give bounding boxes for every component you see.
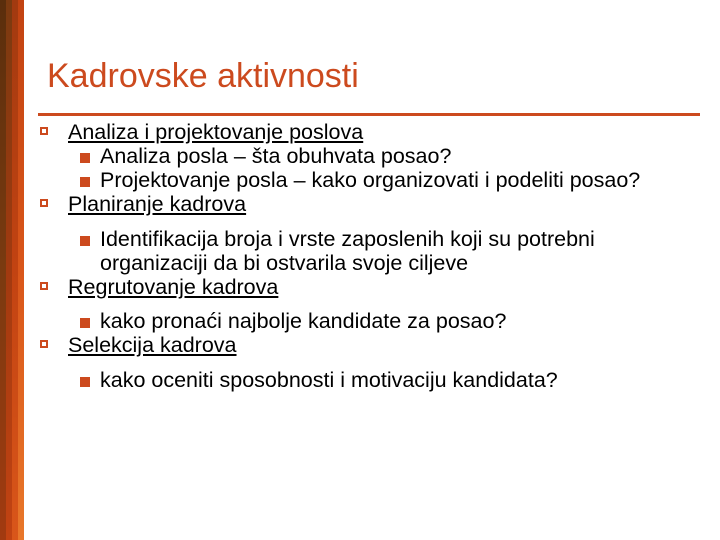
title-divider <box>38 113 700 116</box>
hollow-square-bullet-icon <box>40 340 48 348</box>
sub-bullet-label: Analiza posla – šta obuhvata posao? <box>100 144 452 168</box>
bullet-label: Planiranje kadrova <box>68 192 247 216</box>
bullet-item[interactable] <box>0 192 720 227</box>
sub-bullet-label: kako pronaći najbolje kandidate za posao? <box>100 309 507 333</box>
sub-bullet-item <box>0 368 720 392</box>
bullet-item[interactable] <box>0 333 720 368</box>
sub-bullet-continuation <box>0 251 720 275</box>
bullet-item[interactable] <box>0 120 720 144</box>
solid-square-bullet-icon <box>80 318 90 328</box>
sub-bullet-label: Identifikacija broja i vrste zaposlenih koji su potrebni <box>100 226 595 251</box>
sub-bullet-item <box>0 144 720 168</box>
bullet-list <box>0 120 720 392</box>
sub-bullet-label: kako oceniti sposobnosti i motivaciju kandidata? <box>100 367 558 392</box>
bullet-label: Analiza i projektovanje poslova <box>68 120 364 144</box>
sub-bullet-item <box>0 309 720 333</box>
solid-square-bullet-icon <box>80 377 90 387</box>
bullet-label: Selekcija kadrova <box>68 333 237 357</box>
sub-bullet-label: Projektovanje posla – kako organizovati i podeliti posao? <box>100 168 641 192</box>
sub-bullet-item <box>0 227 720 251</box>
hollow-square-bullet-icon <box>40 199 48 207</box>
sub-bullet-label: organizaciji da bi ostvarila svoje ciljeve <box>100 250 469 275</box>
bullet-item[interactable] <box>0 275 720 310</box>
hollow-square-bullet-icon <box>40 282 48 290</box>
slide-title: Kadrovske aktivnosti <box>47 57 359 95</box>
solid-square-bullet-icon <box>80 153 90 163</box>
solid-square-bullet-icon <box>80 236 90 246</box>
hollow-square-bullet-icon <box>40 127 48 135</box>
sub-bullet-item <box>0 168 720 192</box>
solid-square-bullet-icon <box>80 177 90 187</box>
bullet-label: Regrutovanje kadrova <box>68 274 279 299</box>
